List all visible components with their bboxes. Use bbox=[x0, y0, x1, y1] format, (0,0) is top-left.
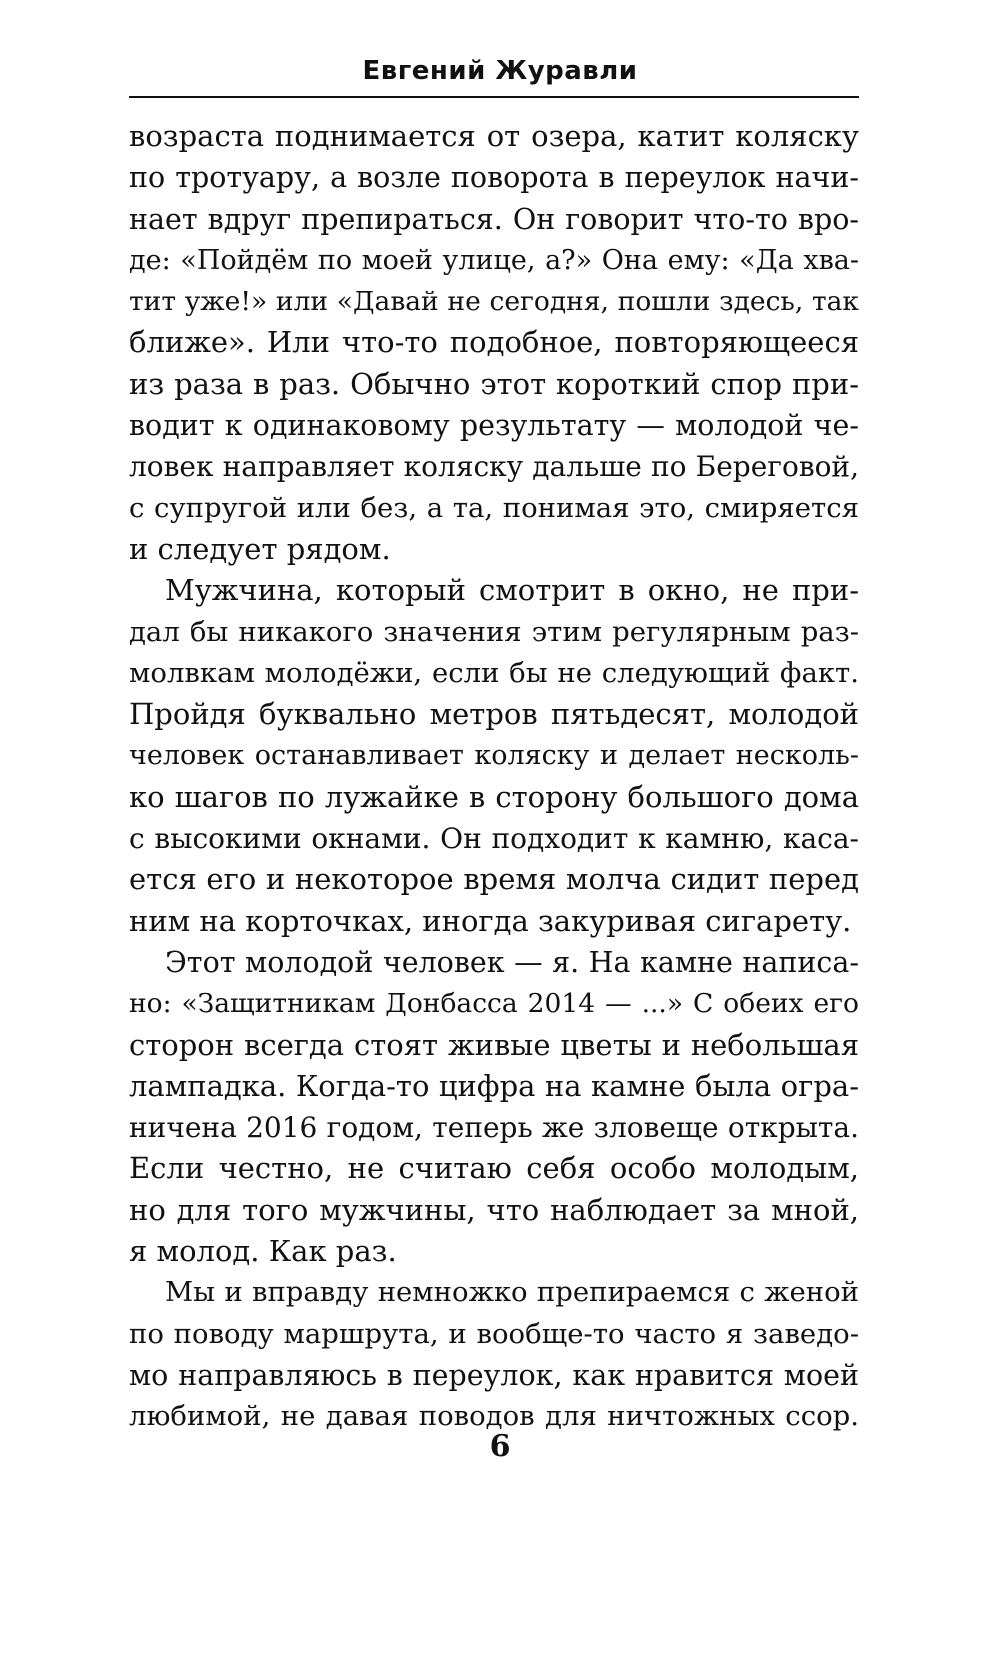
text-line: Пройдя буквально метров пятьдесят, молодой bbox=[129, 697, 859, 732]
text-line: тит уже!» или «Давай не сегодня, пошли здесь, так bbox=[129, 286, 859, 318]
text-line: но для того мужчины, что наблюдает за мной, bbox=[129, 1192, 859, 1227]
text-line: ется его и некоторое время молча сидит перед bbox=[129, 862, 859, 897]
text-line: и следует рядом. bbox=[129, 531, 391, 566]
text-line: молвкам молодёжи, если бы не следующий факт. bbox=[129, 656, 859, 689]
paragraph-3 bbox=[129, 942, 859, 1272]
text-line: я молод. Как раз. bbox=[129, 1234, 397, 1269]
text-line: ко шагов по лужайке в сторону большого дома bbox=[129, 779, 859, 814]
running-head-author: Евгений Журавли bbox=[362, 56, 638, 86]
text-line: сторон всегда стоят живые цветы и небольшая bbox=[129, 1027, 859, 1062]
text-line: ним на корточках, иногда закуривая сигарету. bbox=[129, 903, 852, 938]
text-line: мо направляюсь в переулок, как нравится моей bbox=[129, 1358, 859, 1392]
text-line: ничена 2016 годом, теперь же зловеще открыта. bbox=[129, 1111, 859, 1145]
text-line: дал бы никакого значения этим регулярным раз- bbox=[129, 615, 859, 648]
text-line: по поводу маршрута, и вообще-то часто я заведо- bbox=[129, 1317, 859, 1350]
text-line: водит к одинаковому результату — молодой че- bbox=[129, 409, 859, 443]
paragraph-4 bbox=[129, 1272, 859, 1437]
text-line: ближе». Или что-то подобное, повторяющееся bbox=[129, 325, 859, 360]
text-line: Мужчина, который смотрит в окно, не при- bbox=[165, 573, 859, 608]
text-line: нает вдруг препираться. Он говорит что-то вро- bbox=[129, 202, 859, 236]
paragraph-2 bbox=[129, 570, 859, 942]
text-line: Если честно, не считаю себя особо молодым, bbox=[129, 1151, 859, 1186]
text-line: из раза в раз. Обычно этот короткий спор при- bbox=[129, 366, 859, 401]
text-line: человек останавливает коляску и делает несколь- bbox=[129, 740, 859, 772]
text-line: с высокими окнами. Он подходит к камню, каса- bbox=[129, 822, 859, 856]
text-line: лампадка. Когда-то цифра на камне была огра- bbox=[129, 1068, 859, 1103]
text-line: де: «Пойдём по моей улице, а?» Она ему: «Да хва- bbox=[129, 244, 859, 276]
text-line: возраста поднимается от озера, катит коляску bbox=[129, 119, 859, 153]
text-line: но: «Защитникам Донбасса 2014 — ...» С обеих его bbox=[129, 988, 859, 1020]
text-line: любимой, не давая поводов для ничтожных ссор. bbox=[129, 1400, 859, 1433]
page-number: 6 bbox=[489, 1429, 511, 1464]
text-line: ловек направляет коляску дальше по Береговой, bbox=[129, 450, 859, 484]
paragraph-1 bbox=[129, 116, 859, 570]
text-line: Мы и вправду немножко препираемся с женой bbox=[165, 1276, 859, 1309]
body-text bbox=[129, 116, 859, 1438]
text-line: с супругой или без, а та, понимая это, смиряется bbox=[129, 491, 859, 524]
text-line: Этот молодой человек — я. На камне написа- bbox=[165, 945, 859, 979]
header-rule bbox=[129, 96, 859, 98]
text-line: по тротуару, а возле поворота в переулок начи- bbox=[129, 161, 859, 195]
